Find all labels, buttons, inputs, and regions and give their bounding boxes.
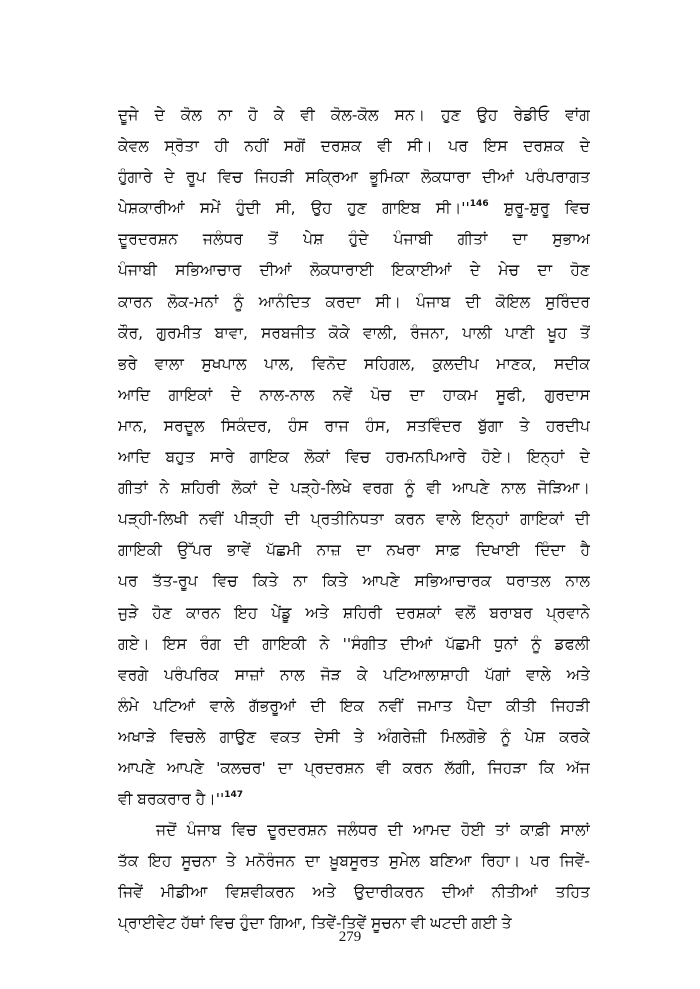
line-text: ਪੇਸ਼ਕਾਰੀਆਂ ਸਮੇਂ ਹੁੰਦੀ ਸੀ, ਉਹ ਹੁਣ ਗਾਇਬ ਸੀ।'' — [118, 199, 470, 218]
footnote-marker: 146 — [469, 199, 489, 210]
text-line — [118, 318, 590, 349]
text-line — [118, 722, 590, 753]
text-line — [118, 598, 590, 629]
line-text-after: ਸ਼ੁਰੂ-ਸ਼ੁਰੂ ਵਿਚ — [488, 199, 590, 218]
footnote-marker: 147 — [224, 790, 244, 801]
text-line — [118, 784, 590, 815]
text-line — [118, 846, 590, 877]
line-text: ਪੜ੍ਹੀ-ਲਿਖੀ ਨਵੀਂ ਪੀੜ੍ਹੀ ਦੀ ਪ੍ਰਤੀਨਿਧਤਾ ਕਰਨ ਵਾਲੇ ਇਨ੍ਹਾਂ ਗਾਇਕਾਂ ਦੀ — [118, 510, 590, 529]
text-line — [118, 660, 590, 691]
line-text: ਕੌਰ, ਗੁਰਮੀਤ ਬਾਵਾ, ਸਰਬਜੀਤ ਕੋਕੇ ਵਾਲੀ, ਰੰਜਨਾ, ਪਾਲੀ ਪਾਣੀ ਖੂਹ ਤੋਂ — [118, 323, 590, 342]
text-line — [118, 162, 590, 193]
text-line — [118, 877, 590, 908]
line-text: ਅਖਾੜੇ ਵਿਚਲੇ ਗਾਉਣ ਵਕਤ ਦੇਸੀ ਤੇ ਅੰਗਰੇਜ਼ੀ ਮਿਲਗੋਭੇ ਨੂੰ ਪੇਸ਼ ਕਰਕੇ — [118, 727, 590, 746]
line-text: ਲੰਮੇ ਪਟਿਆਂ ਵਾਲੇ ਗੱਭਰੂਆਂ ਦੀ ਇਕ ਨਵੀਂ ਜਮਾਤ ਪੈਦਾ ਕੀਤੀ ਜਿਹੜੀ — [118, 696, 590, 715]
line-text: ਵੀ ਬਰਕਰਾਰ ਹੈ।'' — [118, 790, 225, 809]
line-text: ਆਦਿ ਗਾਇਕਾਂ ਦੇ ਨਾਲ-ਨਾਲ ਨਵੇਂ ਪੋਚ ਦਾ ਹਾਕਮ ਸੂਫੀ, ਗੁਰਦਾਸ — [118, 385, 590, 404]
text-line — [118, 131, 590, 162]
text-line — [118, 629, 590, 660]
line-text: ਮਾਨ, ਸਰਦੂਲ ਸਿਕੰਦਰ, ਹੰਸ ਰਾਜ ਹੰਸ, ਸਤਵਿੰਦਰ ਬੁੱਗਾ ਤੇ ਹਰਦੀਪ — [118, 416, 590, 435]
line-text: ਦੂਜੇ ਦੇ ਕੋਲ ਨਾ ਹੋ ਕੇ ਵੀ ਕੋਲ-ਕੋਲ ਸਨ। ਹੁਣ ਉਹ ਰੇਡੀਓ ਵਾਂਗ — [118, 106, 590, 124]
line-text: ਪਰ ਤੱਤ-ਰੂਪ ਵਿਚ ਕਿਤੇ ਨਾ ਕਿਤੇ ਆਪਣੇ ਸਭਿਆਚਾਰਕ ਧਰਾਤਲ ਨਾਲ — [118, 572, 590, 591]
line-text: ਜਦੋਂ ਪੰਜਾਬ ਵਿਚ ਦੂਰਦਰਸ਼ਨ ਜਲੰਧਰ ਦੀ ਆਮਦ ਹੋਈ ਤਾਂ ਕਾਫ਼ੀ ਸਾਲਾਂ — [156, 821, 590, 840]
line-text: ਗਏ। ਇਸ ਰੰਗ ਦੀ ਗਾਇਕੀ ਨੇ ''ਸੰਗੀਤ ਦੀਆਂ ਪੱਛਮੀ ਧੁਨਾਂ ਨੂੰ ਡਫਲੀ — [118, 634, 590, 653]
line-text: ਜਿਵੇਂ ਮੀਡੀਆ ਵਿਸ਼ਵੀਕਰਨ ਅਤੇ ਉਦਾਰੀਕਰਨ ਦੀਆਂ ਨੀਤੀਆਂ ਤਹਿਤ — [118, 883, 590, 902]
text-line — [118, 566, 590, 597]
line-text: ਜੁੜੇ ਹੋਣ ਕਾਰਨ ਇਹ ਪੇਂਡੂ ਅਤੇ ਸ਼ਹਿਰੀ ਦਰਸ਼ਕਾਂ ਵਲੋਂ ਬਰਾਬਰ ਪ੍ਰਵਾਨੇ — [118, 603, 590, 622]
line-text: ਗੀਤਾਂ ਨੇ ਸ਼ਹਿਰੀ ਲੋਕਾਂ ਦੇ ਪੜ੍ਹੇ-ਲਿਖੇ ਵਰਗ ਨੂੰ ਵੀ ਆਪਣੇ ਨਾਲ ਜੋੜਿਆ। — [118, 479, 590, 498]
line-text: ਆਪਣੇ ਆਪਣੇ 'ਕਲਚਰ' ਦਾ ਪ੍ਰਦਰਸ਼ਨ ਵੀ ਕਰਨ ਲੱਗੀ, ਜਿਹੜਾ ਕਿ ਅੱਜ — [118, 758, 590, 777]
line-text: ਗਾਇਕੀ ਉੱਪਰ ਭਾਵੇਂ ਪੱਛਮੀ ਨਾਜ਼ ਦਾ ਨਖਰਾ ਸਾਫ਼ ਦਿਖਾਈ ਦਿੰਦਾ ਹੈ — [118, 541, 590, 560]
text-line — [118, 411, 590, 442]
body-text — [118, 100, 590, 940]
line-text: ਪੰਜਾਬੀ ਸਭਿਆਚਾਰ ਦੀਆਂ ਲੋਕਧਾਰਾਈ ਇਕਾਈਆਂ ਦੇ ਮੇਚ ਦਾ ਹੋਣ — [118, 261, 590, 280]
text-line — [118, 473, 590, 504]
text-line — [118, 380, 590, 411]
text-line — [118, 691, 590, 722]
line-text: ਕਾਰਨ ਲੋਕ-ਮਨਾਂ ਨੂੰ ਆਨੰਦਿਤ ਕਰਦਾ ਸੀ। ਪੰਜਾਬ ਦੀ ਕੋਇਲ ਸੁਰਿੰਦਰ — [118, 292, 590, 311]
text-line — [118, 349, 590, 380]
line-text: ਕੇਵਲ ਸ੍ਰੋਤਾ ਹੀ ਨਹੀਂ ਸਗੋਂ ਦਰਸ਼ਕ ਵੀ ਸੀ। ਪਰ ਇਸ ਦਰਸ਼ਕ ਦੇ — [118, 137, 590, 156]
line-text: ਪ੍ਰਾਈਵੇਟ ਹੱਥਾਂ ਵਿਚ ਹੁੰਦਾ ਗਿਆ, ਤਿਵੇਂ-ਤਿਵੇਂ ਸੂਚਨਾ ਵੀ ਘਟਦੀ ਗਈ ਤੇ — [118, 914, 512, 933]
text-line — [118, 504, 590, 535]
text-line — [118, 535, 590, 566]
text-line — [118, 100, 590, 131]
line-text: ਤੱਕ ਇਹ ਸੂਚਨਾ ਤੇ ਮਨੋਰੰਜਨ ਦਾ ਖ਼ੂਬਸੂਰਤ ਸੁਮੇਲ ਬਣਿਆ ਰਿਹਾ। ਪਰ ਜਿਵੇਂ- — [118, 852, 590, 871]
text-line — [118, 815, 590, 846]
page-number: 279 — [338, 929, 362, 945]
line-text: ਦੂਰਦਰਸ਼ਨ ਜਲੰਧਰ ਤੋਂ ਪੇਸ਼ ਹੁੰਦੇ ਪੰਜਾਬੀ ਗੀਤਾਂ ਦਾ ਸੁਭਾਅ — [118, 230, 590, 249]
text-line — [118, 224, 590, 255]
paragraph-2 — [118, 815, 590, 939]
line-text: ਆਦਿ ਬਹੁਤ ਸਾਰੇ ਗਾਇਕ ਲੋਕਾਂ ਵਿਚ ਹਰਮਨਪਿਆਰੇ ਹੋਏ। ਇਨ੍ਹਾਂ ਦੇ — [118, 448, 590, 467]
paragraph-1 — [118, 100, 590, 815]
text-line — [118, 442, 590, 473]
text-line — [118, 287, 590, 318]
text-line — [118, 753, 590, 784]
line-text: ਹੁੰਗਾਰੇ ਦੇ ਰੂਪ ਵਿਚ ਜਿਹੜੀ ਸਕ੍ਰਿਆ ਭੂਮਿਕਾ ਲੋਕਧਾਰਾ ਦੀਆਂ ਪਰੰਪਰਾਗਤ — [118, 168, 590, 187]
line-text: ਵਰਗੇ ਪਰੰਪਰਿਕ ਸਾਜ਼ਾਂ ਨਾਲ ਜੋੜ ਕੇ ਪਟਿਆਲਾਸ਼ਾਹੀ ਪੱਗਾਂ ਵਾਲੇ ਅਤੇ — [118, 665, 590, 684]
text-line — [118, 193, 590, 224]
line-text: ਭਰੇ ਵਾਲਾ ਸੁਖਪਾਲ ਪਾਲ, ਵਿਨੋਦ ਸਹਿਗਲ, ਕੁਲਦੀਪ ਮਾਣਕ, ਸਦੀਕ — [118, 354, 590, 373]
text-line — [118, 255, 590, 286]
